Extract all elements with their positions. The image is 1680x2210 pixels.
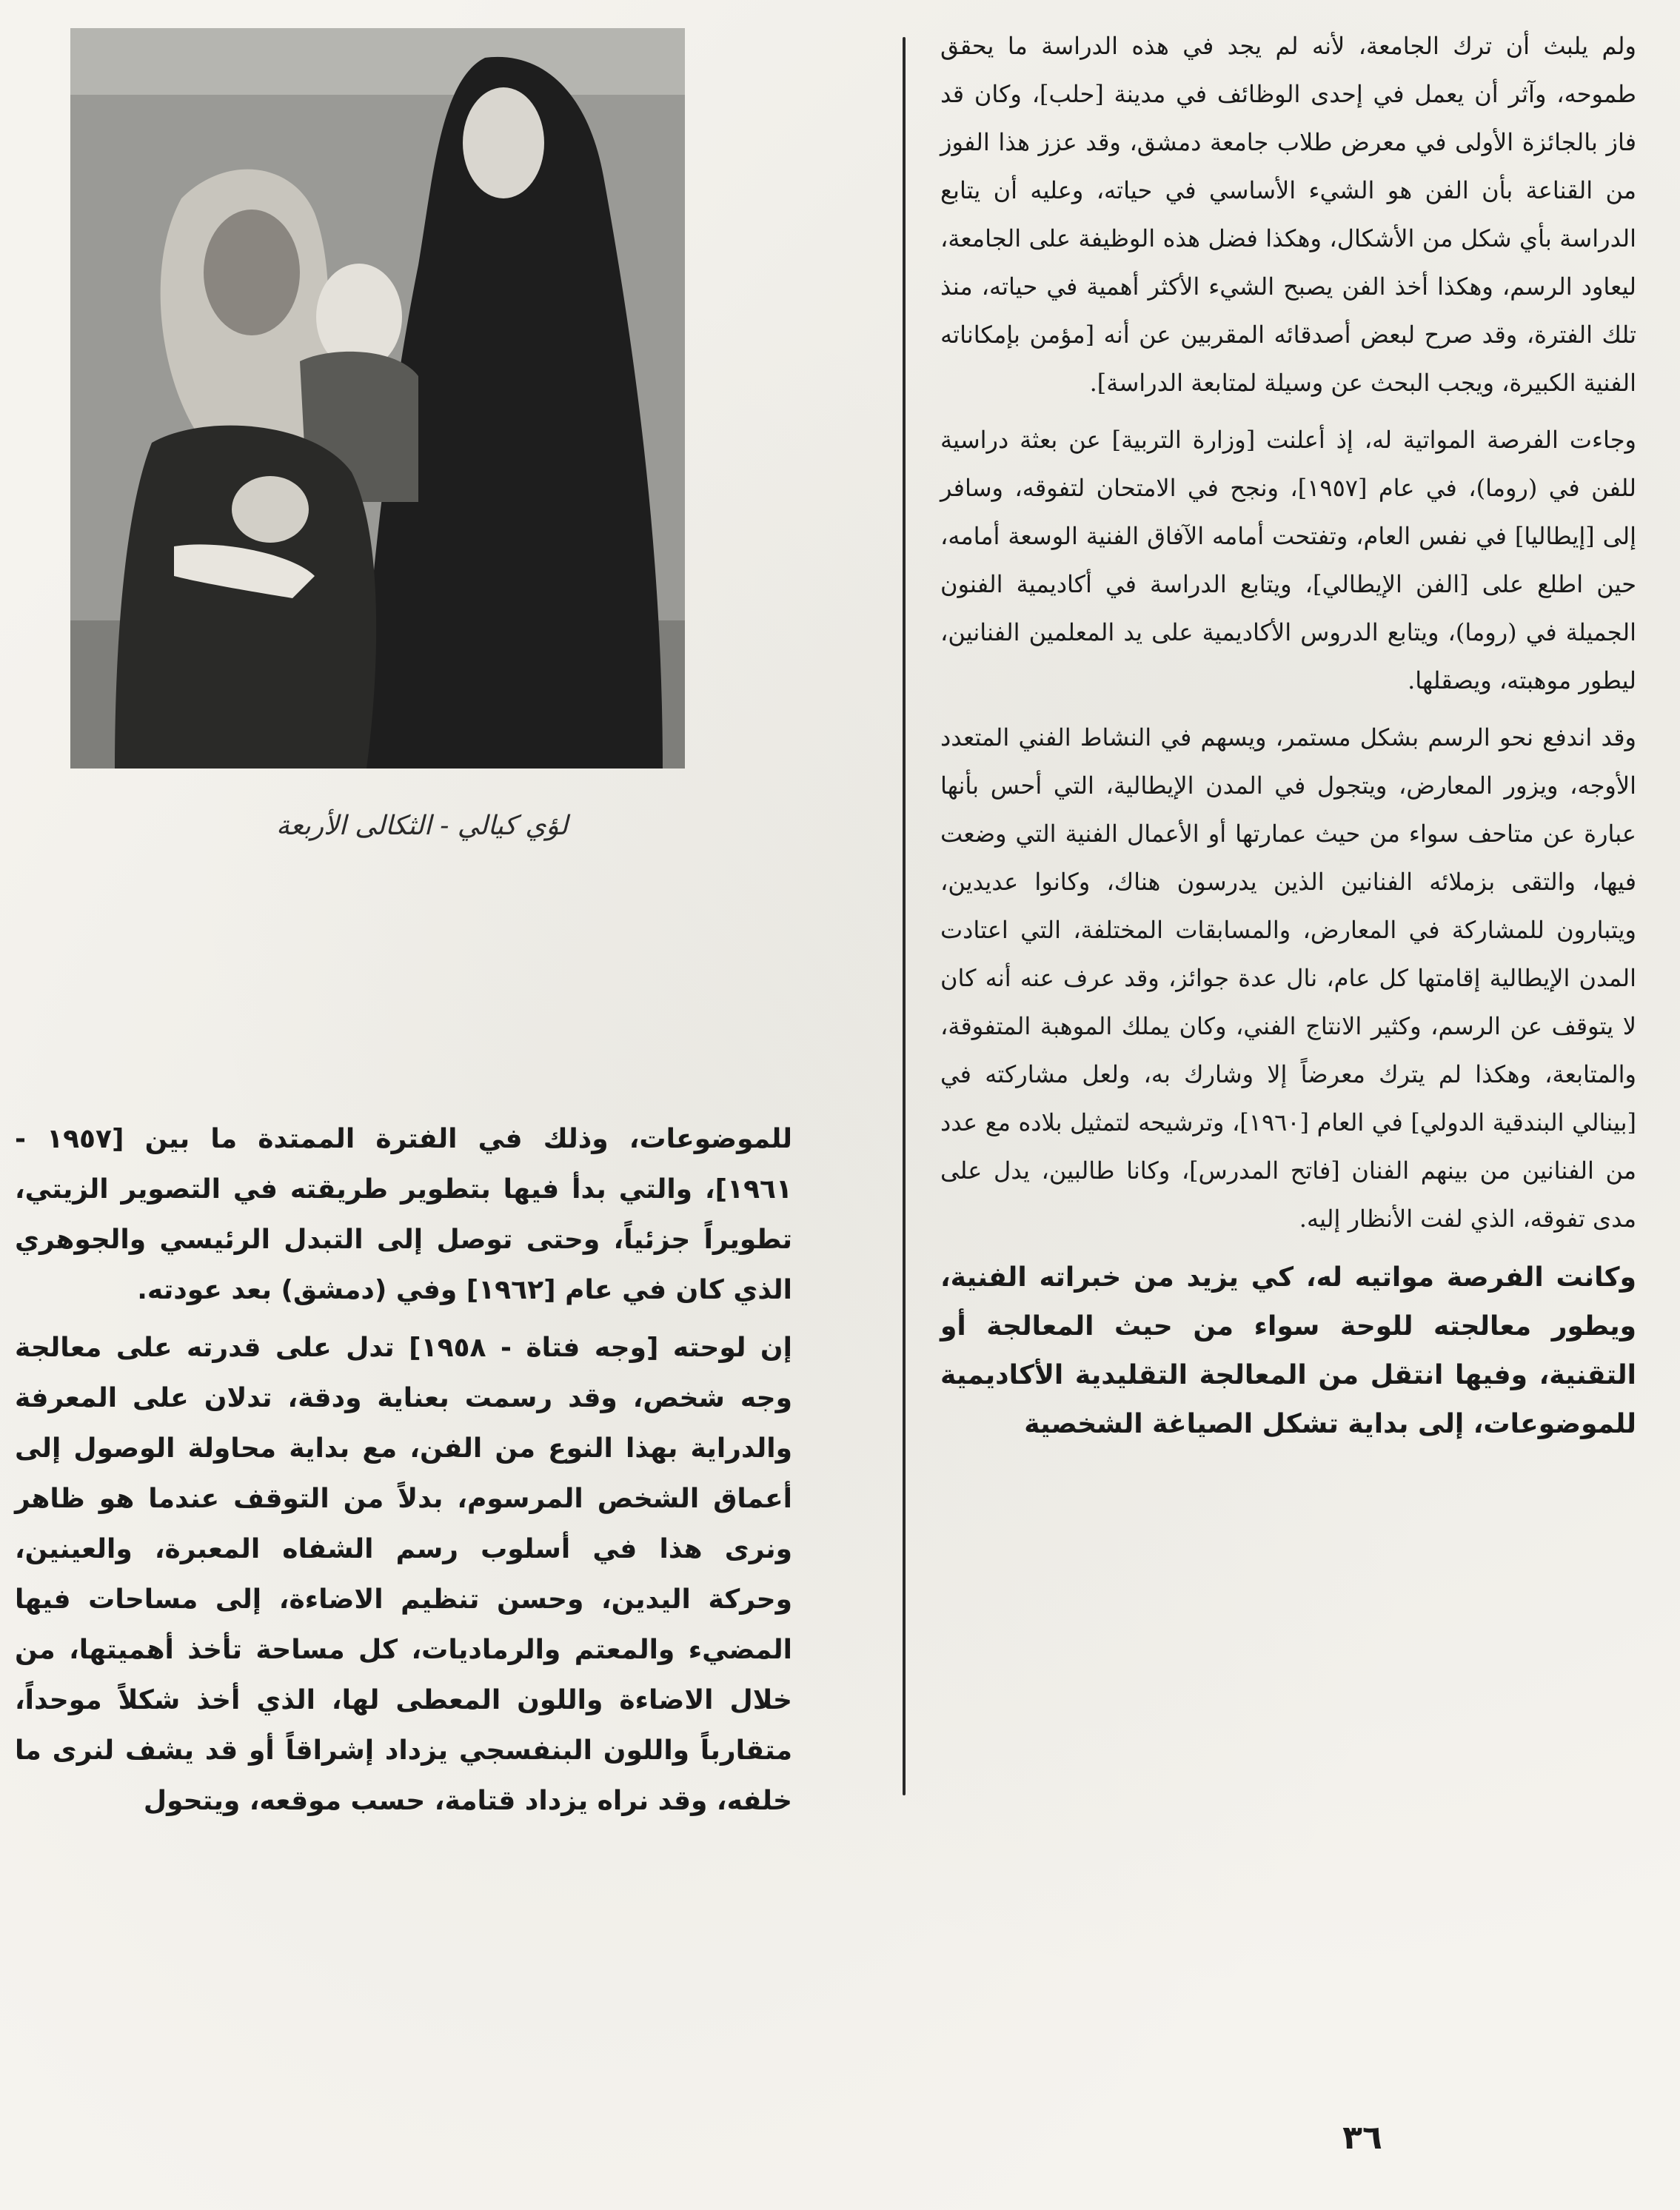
- painting-image: [70, 28, 685, 769]
- paragraph-1: ولم يلبث أن ترك الجامعة، لأنه لم يجد في هذه الدراسة ما يحقق طموحه، وآثر أن يعمل في إحدى الوظائف في مدينة [حلب]، وكان قد فاز بالجائزة الأولى في معرض طلاب جامعة دمشق، وقد عزز هذا الفوز من القناعة بأن الفن هو الشيء الأساسي في حياته، وعليه أن يتابع الدراسة بأي شكل من الأشكال، وهكذا فضل هذه الوظيفة على الجامعة، ليعاود الرسم، وهكذا أخذ الفن يصبح الشيء الأكثر أهمية في حياته، منذ تلك الفترة، وقد صرح لبعض أصدقائه المقربين عن أنه [مؤمن بإمكاناته الفنية الكبيرة، ويجب البحث عن وسيلة لمتابعة الدراسة].: [940, 32, 1637, 397]
- left-text-column: [15, 1114, 792, 2025]
- paragraph-5: للموضوعات، وذلك في الفترة الممتدة ما بين [١٩٥٧ - ١٩٦١]، والتي بدأ فيها بتطوير طريقته في التصوير الزيتي، تطويراً جزئياً، وحتى توصل إلى التبدل الرئيسي والجوهري الذي كان في عام [١٩٦٢] وفي (دمشق) بعد عودته.: [15, 1124, 792, 1305]
- painting-illustration: [70, 28, 685, 769]
- figure-caption: لؤي كيالي - الثكالى الأربعة: [276, 811, 568, 841]
- paragraph-3: وقد اندفع نحو الرسم بشكل مستمر، ويسهم في النشاط الفني المتعدد الأوجه، ويزور المعارض، ويتجول في المدن الإيطالية، التي أحس بأنها عبارة عن متاحف سواء من حيث عمارتها أو الأعمال الفنية التي وضعت فيها، والتقى بزملائه الفنانين الذين يدرسون هناك، وكانوا عديدين، ويتبارون للمشاركة في المعارض، والمسابقات المختلفة، التي اعتادت المدن الإيطالية إقامتها كل عام، نال عدة جوائز، وقد عرف عنه أنه كان لا يتوقف عن الرسم، وكثير الانتاج الفني، وكان يملك الموهبة المتفوقة، والمتابعة، وهكذا لم يترك معرضاً إلا وشارك به، ولعل مشاركته في [بينالي البندقية الدولي] في العام [١٩٦٠]، وترشيحه لتمثيل بلاده مع عدد من الفنانين من بينهم الفنان [فاتح المدرس]، وكانا طالبين، يدل على مدى تفوقه، الذي لفت الأنظار إليه.: [940, 723, 1637, 1233]
- paragraph-2: وجاءت الفرصة المواتية له، إذ أعلنت [وزارة التربية] عن بعثة دراسية للفن في (روما)، في عام [١٩٥٧]، ونجح في الامتحان لتفوقه، وسافر إلى [إيطاليا] في نفس العام، وتفتحت أمامه الآفاق الفنية الوسعة أمامه، حين اطلع على [الفن الإيطالي]، ويتابع الدراسة في أكاديمية الفنون الجميلة في (روما)، ويتابع الدروس الأكاديمية على يد المعلمين الفنانين، ليطور موهبته، ويصقلها.: [940, 426, 1637, 694]
- paragraph-6: إن لوحته [وجه فتاة - ١٩٥٨] تدل على قدرته على معالجة وجه شخص، وقد رسمت بعناية ودقة، تدلان على المعرفة والدراية بهذا النوع من الفن، مع بداية محاولة الوصول إلى أعماق الشخص المرسوم، بدلاً من التوقف عندما هو ظاهر ونرى هذا في أسلوب رسم الشفاه المعبرة، والعينين، وحركة اليدين، وحسن تنظيم الاضاءة، إلى مساحات فيها المضيء والمعتم والرماديات، كل مساحة تأخذ أهميتها، من خلال الاضاءة واللون المعطى لها، الذي أخذ شكلاً موحداً، متقارباً واللون البنفسجي يزداد إشراقاً أو قد يشف لنرى ما خلفه، وقد نراه يزداد قتامة، حسب موقعه، ويتحول: [15, 1333, 792, 1816]
- paragraph-4-bold: وكانت الفرصة مواتيه له، كي يزيد من خبراته الفنية، ويطور معالجته للوحة سواء من حيث المعالجة أو التقنية، وفيها انتقل من المعالجة التقليدية الأكاديمية للموضوعات، إلى بداية تشكل الصياغة الشخصية: [940, 1262, 1636, 1439]
- right-text-column: [940, 22, 1636, 1784]
- column-divider: [903, 37, 906, 1795]
- page-number: ٣٦: [1342, 2119, 1382, 2157]
